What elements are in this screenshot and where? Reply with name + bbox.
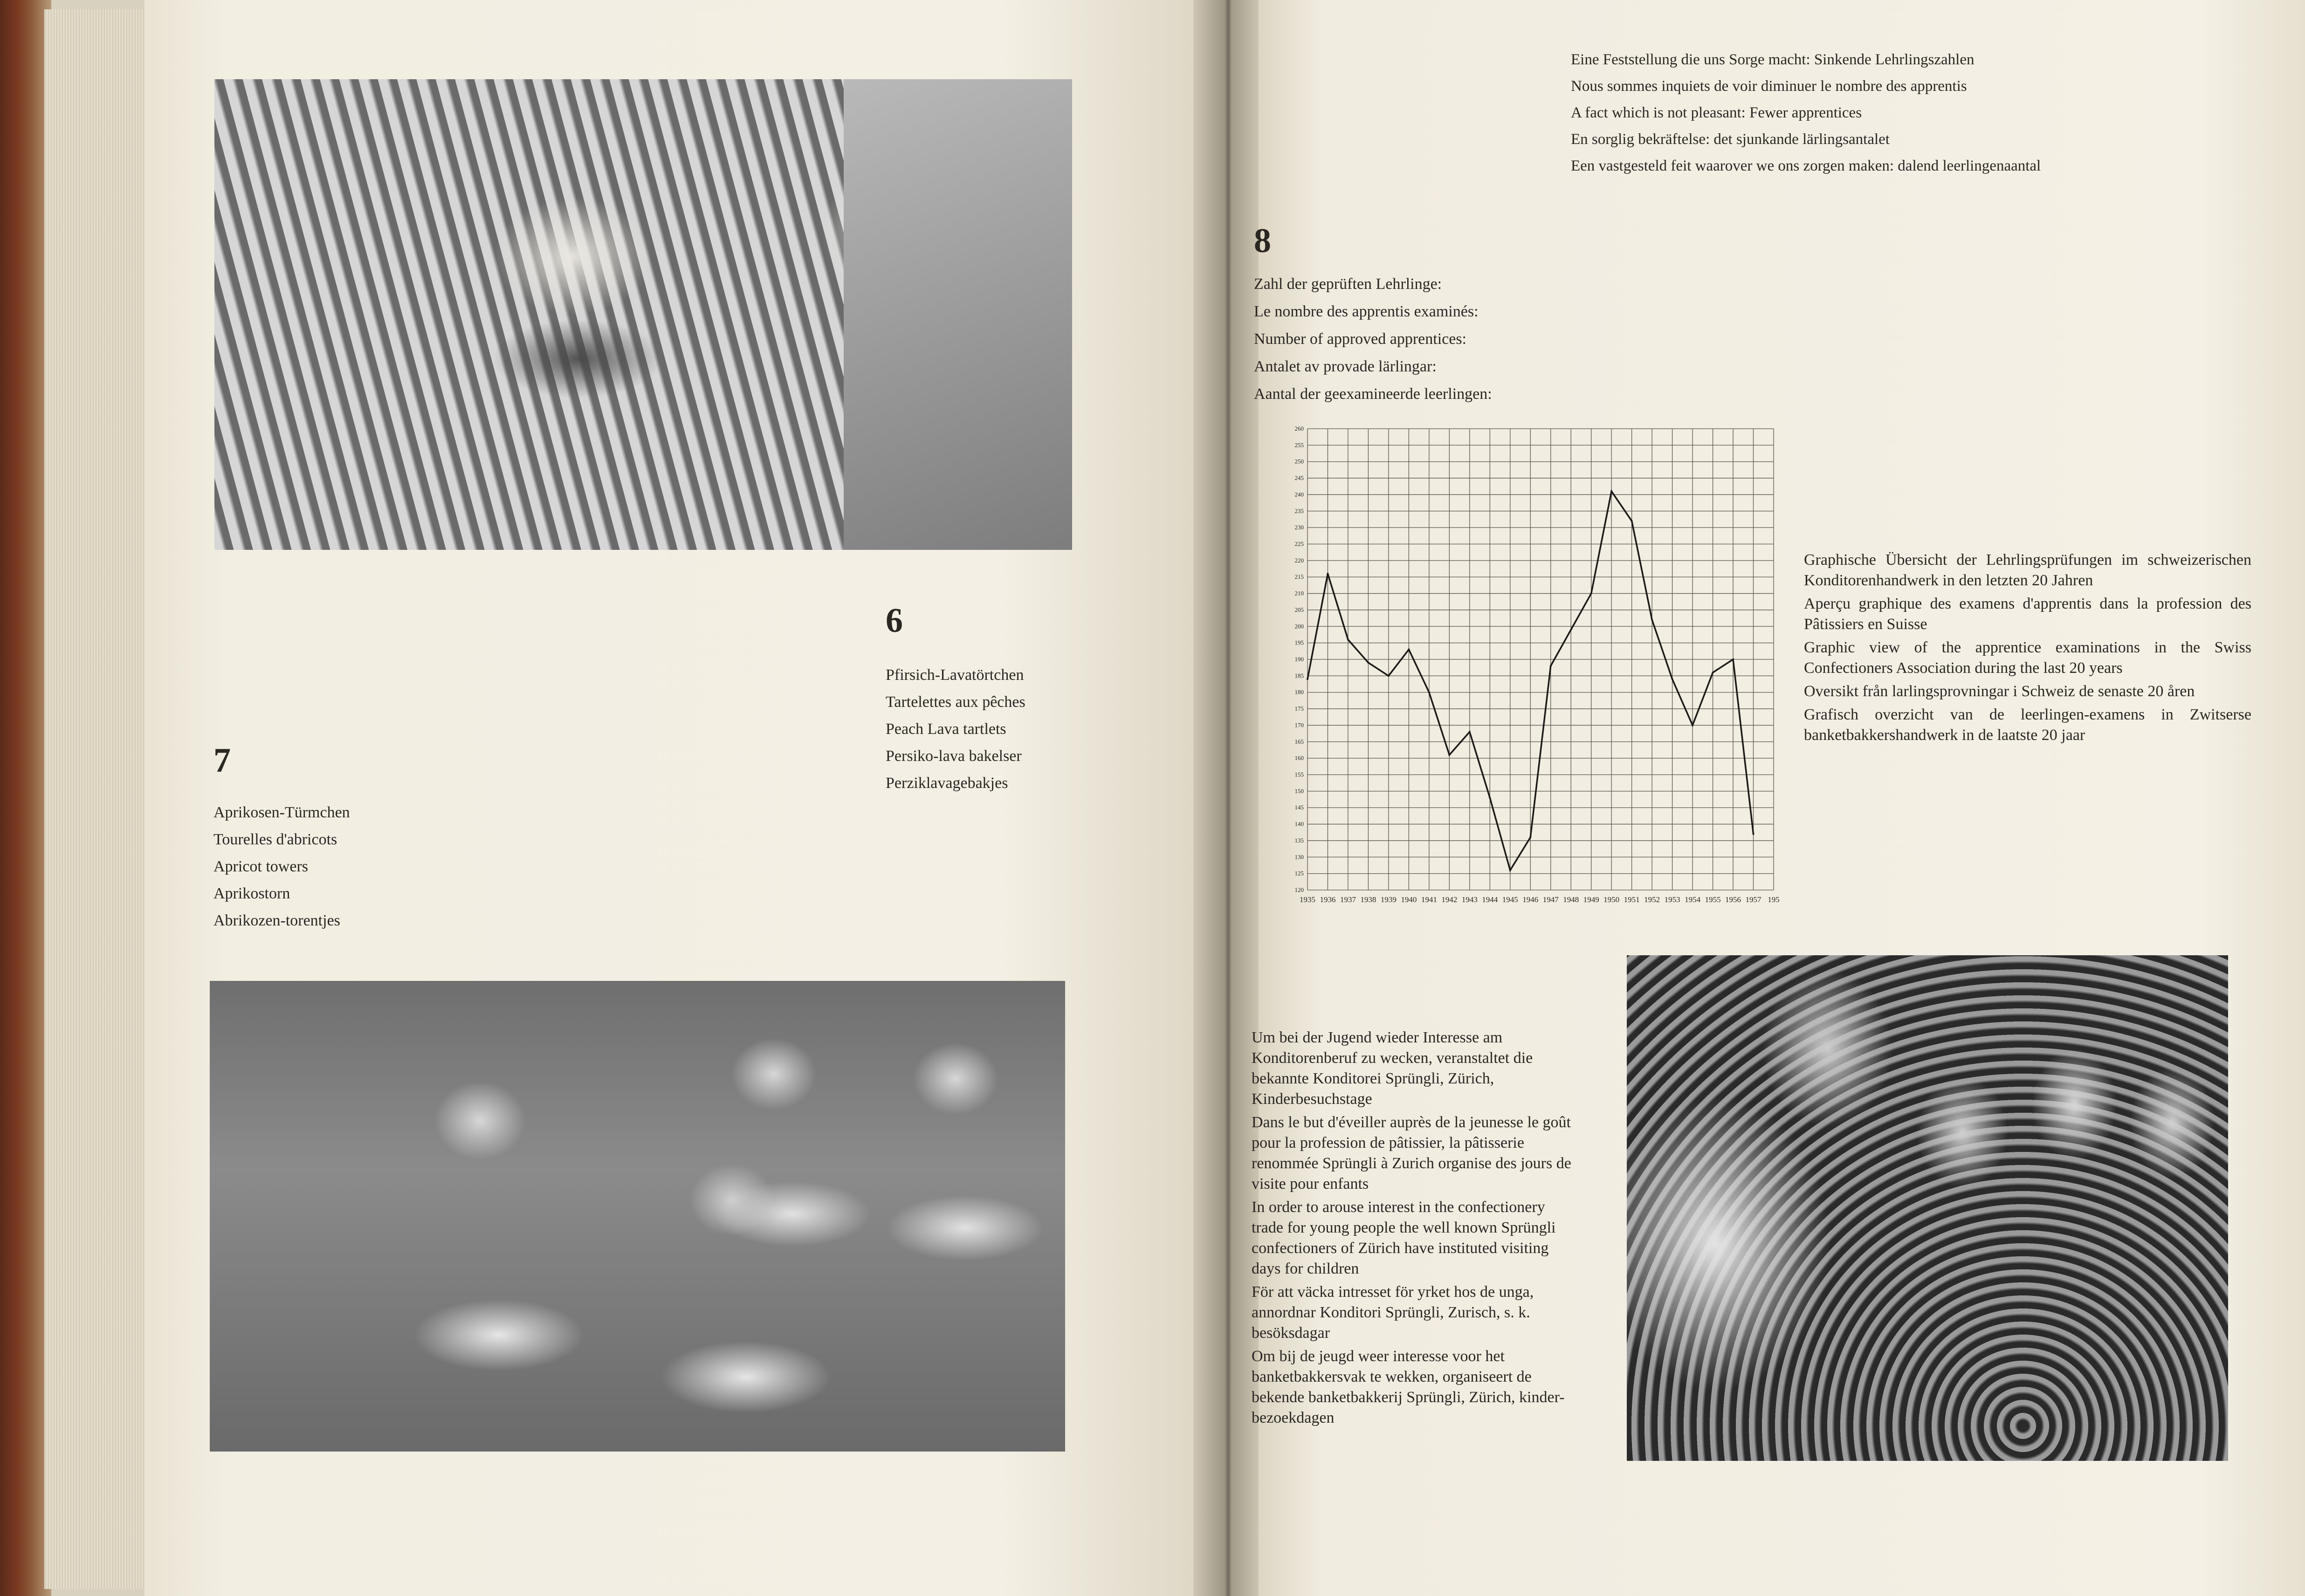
y-tick-label: 185 bbox=[1294, 672, 1304, 679]
x-tick-label: 1956 bbox=[1725, 895, 1741, 904]
y-tick-label: 155 bbox=[1294, 771, 1304, 778]
figure-8-number: 8 bbox=[1254, 222, 1271, 260]
y-tick-label: 210 bbox=[1294, 589, 1304, 597]
axis-title-line: Aantal der geexamineerde leerlingen: bbox=[1254, 385, 1492, 403]
caption-line: Tartelettes aux pêches bbox=[886, 693, 1025, 711]
x-tick-label: 1951 bbox=[1624, 895, 1640, 904]
x-tick-label: 1946 bbox=[1522, 895, 1539, 904]
x-tick-label: 1954 bbox=[1685, 895, 1701, 904]
y-tick-label: 125 bbox=[1294, 870, 1304, 877]
x-tick-label: 1942 bbox=[1441, 895, 1458, 904]
heading-line: Nous sommes inquiets de voir diminuer le nombre des apprentis bbox=[1571, 78, 1967, 95]
body-paragraph: Om bij de jeugd weer interesse voor het banketbakkersvak te wekken, organiseert de bekende banketbakkerij Sprüngli, Zürich, kinder-bezoekdagen bbox=[1252, 1348, 1565, 1426]
y-tick-label: 130 bbox=[1294, 853, 1304, 861]
x-tick-label: 1952 bbox=[1644, 895, 1660, 904]
page-edges bbox=[44, 9, 151, 1589]
photo-children-visit bbox=[1627, 955, 2228, 1461]
y-tick-label: 235 bbox=[1294, 507, 1304, 514]
y-tick-label: 195 bbox=[1294, 639, 1304, 646]
caption-6-number: 6 bbox=[886, 602, 903, 640]
y-tick-label: 255 bbox=[1294, 441, 1304, 449]
y-tick-label: 230 bbox=[1294, 524, 1304, 531]
chart-grid bbox=[1307, 429, 1774, 890]
chart-caption-paragraph: Aperçu graphique des examens d'apprentis dans la profession des Pâtissiers en Suisse bbox=[1804, 595, 2251, 633]
y-tick-label: 240 bbox=[1294, 491, 1304, 498]
y-tick-label: 160 bbox=[1294, 754, 1304, 762]
heading-line: Eine Feststellung die uns Sorge macht: Sinkende Lehrlingszahlen bbox=[1571, 51, 1975, 68]
caption-6 bbox=[886, 662, 1025, 797]
body-paragraph: Dans le but d'éveiller auprès de la jeunesse le goût pour la profession de pâtissier, la pâtisserie renommée Sprüngli à Zurich organise des jours de visite pour enfants bbox=[1252, 1114, 1571, 1192]
x-tick-label: 195 bbox=[1768, 895, 1780, 904]
chart-point bbox=[1388, 675, 1390, 677]
chart-point bbox=[1529, 836, 1531, 838]
y-tick-label: 250 bbox=[1294, 458, 1304, 465]
axis-title-block bbox=[1254, 270, 1608, 408]
x-tick-label: 1941 bbox=[1421, 895, 1437, 904]
y-tick-label: 180 bbox=[1294, 688, 1304, 696]
chart-point bbox=[1469, 731, 1471, 733]
y-tick-label: 135 bbox=[1294, 836, 1304, 844]
chart-point bbox=[1347, 639, 1349, 641]
y-tick-label: 175 bbox=[1294, 705, 1304, 712]
chart-point bbox=[1590, 593, 1592, 595]
chart-point bbox=[1489, 797, 1491, 799]
body-paragraph: För att väcka intresset för yrket hos de unga, annordnar Konditori Sprüngli, Zurisch, s. k. besöksdagar bbox=[1252, 1283, 1534, 1342]
x-tick-label: 1939 bbox=[1380, 895, 1397, 904]
y-tick-label: 190 bbox=[1294, 656, 1304, 663]
chart-caption-paragraph: Oversikt från larlingsprovningar i Schweiz de senaste 20 åren bbox=[1804, 683, 2195, 700]
chart-caption-paragraph: Graphic view of the apprentice examinations in the Swiss Confectioners Association during the last 20 years bbox=[1804, 639, 2251, 677]
chart-caption-paragraph: Grafisch overzicht van de leerlingen-examens in Zwitserse banketbakkershandwerk in de laatste 20 jaar bbox=[1804, 706, 2251, 744]
y-tick-label: 220 bbox=[1294, 556, 1304, 564]
chart-caption-paragraph: Graphische Übersicht der Lehrlingsprüfungen im schweizerischen Konditorenhandwerk in den letzten 20 Jahren bbox=[1804, 551, 2251, 589]
caption-line: Aprikostorn bbox=[213, 885, 290, 902]
caption-line: Abrikozen-torentjes bbox=[213, 912, 340, 929]
y-tick-label: 245 bbox=[1294, 474, 1304, 482]
axis-title-line: Antalet av provade lärlingar: bbox=[1254, 358, 1437, 375]
caption-line: Pfirsich-Lavatörtchen bbox=[886, 666, 1024, 684]
chart-point bbox=[1732, 658, 1734, 660]
x-tick-label: 1940 bbox=[1401, 895, 1417, 904]
chart-point bbox=[1631, 520, 1633, 522]
heading-line: Een vastgesteld feit waarover we ons zorgen maken: dalend leerlingenaantal bbox=[1571, 158, 2041, 174]
y-tick-label: 215 bbox=[1294, 573, 1304, 581]
y-tick-label: 170 bbox=[1294, 721, 1304, 729]
x-tick-label: 1947 bbox=[1542, 895, 1559, 904]
x-tick-label: 1937 bbox=[1340, 895, 1356, 904]
caption-line: Aprikosen-Türmchen bbox=[213, 804, 350, 821]
x-tick-label: 1935 bbox=[1300, 895, 1315, 904]
chart-point bbox=[1550, 665, 1552, 667]
y-tick-label: 200 bbox=[1294, 623, 1304, 630]
chart-point bbox=[1367, 662, 1369, 664]
x-tick-label: 1936 bbox=[1320, 895, 1336, 904]
caption-line: Perziklavagebakjes bbox=[886, 774, 1008, 792]
x-tick-label: 1957 bbox=[1745, 895, 1761, 904]
heading-block bbox=[1571, 47, 2270, 179]
caption-line: Tourelles d'abricots bbox=[213, 831, 337, 848]
y-tick-label: 165 bbox=[1294, 738, 1304, 745]
chart-point bbox=[1610, 490, 1612, 492]
chart-point bbox=[1753, 833, 1755, 835]
chart-point bbox=[1307, 678, 1308, 680]
caption-line: Persiko-lava bakelser bbox=[886, 747, 1022, 765]
chart-point bbox=[1692, 724, 1693, 726]
y-tick-label: 150 bbox=[1294, 787, 1304, 795]
axis-title-line: Le nombre des apprentis examinés: bbox=[1254, 303, 1479, 320]
y-tick-label: 145 bbox=[1294, 804, 1304, 811]
apprentice-line-chart bbox=[1280, 424, 1788, 918]
x-tick-label: 1938 bbox=[1360, 895, 1376, 904]
axis-title-line: Number of approved apprentices: bbox=[1254, 330, 1466, 348]
book-spine bbox=[0, 0, 51, 1596]
chart-point bbox=[1712, 671, 1714, 673]
chart-point bbox=[1651, 619, 1653, 621]
heading-line: En sorglig bekräftelse: det sjunkande lärlingsantalet bbox=[1571, 131, 1890, 148]
chart-point bbox=[1448, 754, 1450, 756]
axis-title-line: Zahl der geprüften Lehrlinge: bbox=[1254, 275, 1442, 293]
x-tick-label: 1943 bbox=[1461, 895, 1478, 904]
x-tick-label: 1949 bbox=[1583, 895, 1599, 904]
body-text-block bbox=[1252, 1027, 1573, 1431]
caption-line: Peach Lava tartlets bbox=[886, 720, 1006, 738]
y-tick-label: 225 bbox=[1294, 540, 1304, 548]
y-tick-label: 205 bbox=[1294, 606, 1304, 613]
y-tick-label: 140 bbox=[1294, 820, 1304, 828]
body-paragraph: Um bei der Jugend wieder Interesse am Konditorenberuf zu wecken, veranstaltet die bekannte Konditorei Sprüngli, Zürich, Kinderbesuchstage bbox=[1252, 1029, 1533, 1108]
photo-peach-lava-tartlets bbox=[214, 79, 1072, 550]
chart-caption-block bbox=[1804, 550, 2251, 748]
x-tick-label: 1950 bbox=[1603, 895, 1620, 904]
x-tick-label: 1955 bbox=[1705, 895, 1721, 904]
caption-7-number: 7 bbox=[213, 741, 231, 780]
y-tick-label: 260 bbox=[1294, 425, 1304, 432]
x-tick-label: 1944 bbox=[1482, 895, 1498, 904]
chart-point bbox=[1327, 573, 1328, 575]
chart-point bbox=[1509, 870, 1511, 871]
body-paragraph: In order to arouse interest in the confectionery trade for young people the well known Sprüngli confectioners of Zürich have instituted visiting days for children bbox=[1252, 1199, 1556, 1277]
heading-line: A fact which is not pleasant: Fewer apprentices bbox=[1571, 104, 1862, 121]
y-tick-label: 120 bbox=[1294, 886, 1304, 893]
x-tick-label: 1948 bbox=[1563, 895, 1579, 904]
caption-line: Apricot towers bbox=[213, 858, 309, 875]
x-tick-label: 1945 bbox=[1502, 895, 1518, 904]
chart-point bbox=[1428, 692, 1430, 693]
caption-7 bbox=[213, 799, 350, 934]
x-tick-label: 1953 bbox=[1664, 895, 1680, 904]
chart-y-ticks bbox=[1295, 425, 1304, 893]
chart-point bbox=[1570, 629, 1572, 630]
chart-point bbox=[1408, 649, 1410, 651]
chart-point bbox=[1672, 678, 1673, 680]
chart-x-ticks bbox=[1300, 895, 1780, 904]
photo-apricot-towers bbox=[210, 981, 1065, 1452]
